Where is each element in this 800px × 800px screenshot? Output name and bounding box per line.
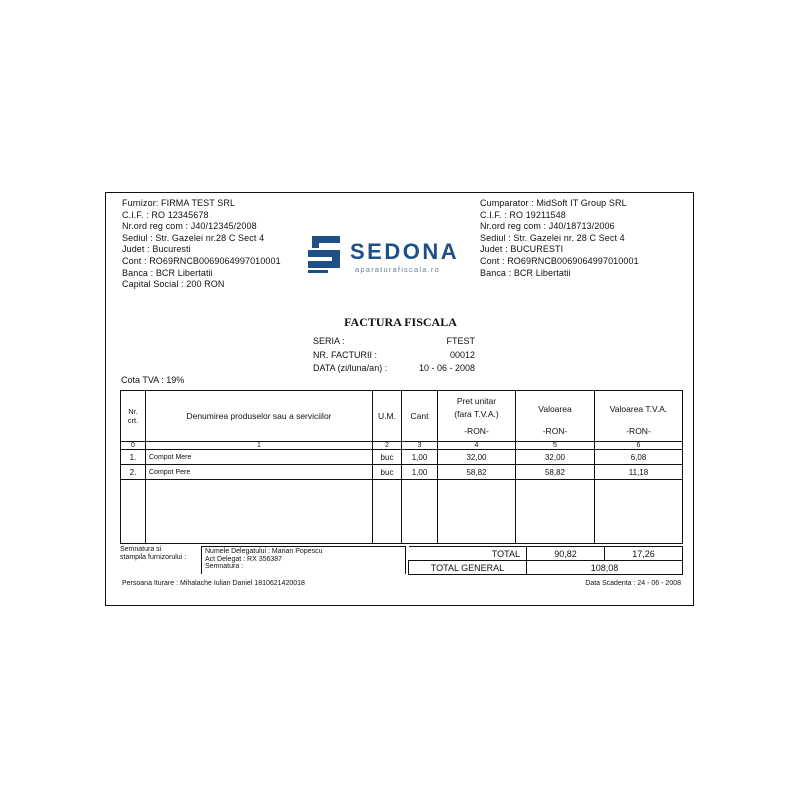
header-name: Denumirea produselor sau a serviciilor <box>146 391 373 442</box>
empty-row <box>121 480 683 544</box>
series-label: SERIA : <box>313 336 345 346</box>
header-value <box>516 391 595 442</box>
table-header-row <box>121 391 683 442</box>
header-price-line1: Pret unitar <box>456 396 497 406</box>
supplier-line: Cont : RO69RNCB0069064997010001 <box>122 255 281 266</box>
buyer-line: C.I.F. : RO 19211548 <box>480 209 566 220</box>
col-number: 4 <box>438 442 516 450</box>
header-price <box>438 391 516 442</box>
row-um: buc <box>373 450 402 465</box>
delegate-name: Numele Delegatului : Marian Popescu <box>205 548 323 555</box>
delegate-signature: Semnatura : <box>205 563 244 570</box>
vat-rate: Cota TVA : 19% <box>121 375 185 385</box>
supplier-line: Capital Social : 200 RON <box>122 279 225 290</box>
buyer-line: Banca : BCR Libertatii <box>480 267 571 278</box>
row-qty: 1,00 <box>402 465 438 480</box>
total-vat: 17,26 <box>605 547 683 561</box>
issuer-info: Persoana Iturare : Mihalache Iulian Daniel 1810621420018 <box>122 580 305 587</box>
col-number: 0 <box>121 442 146 450</box>
header-value-label: Valoarea <box>538 404 572 414</box>
due-date: Data Scadenta : 24 - 06 - 2008 <box>585 580 681 587</box>
delegate-act: Act Delegat : RX 356387 <box>205 555 283 563</box>
sedona-logo-icon <box>304 234 344 274</box>
invoice-number-label: NR. FACTURII : <box>313 350 378 360</box>
header-qty: Cant <box>402 391 438 442</box>
supplier-line: Banca : BCR Libertatii <box>122 267 213 278</box>
supplier-line: Judet : Bucuresti <box>122 244 191 255</box>
row-nr: 2. <box>121 465 146 480</box>
invoice-date-label: DATA (zi/luna/an) : <box>313 363 388 373</box>
column-number-row <box>121 442 683 450</box>
total-value: 90,82 <box>527 547 605 561</box>
supplier-line: Nr.ord reg com : J40/12345/2008 <box>122 221 257 232</box>
stamp-label-line2: stampila furnizorului : <box>120 553 187 561</box>
items-table <box>120 390 683 544</box>
row-price: 58,82 <box>438 465 516 480</box>
sedona-logo <box>304 234 474 278</box>
row-product: Compot Pere <box>146 465 373 480</box>
total-row <box>409 547 683 561</box>
logo-subtitle: aparaturafiscala.ro <box>355 265 440 274</box>
supplier-line: Sediul : Str. Gazelei nr.28 C Sect 4 <box>122 232 265 243</box>
buyer-info <box>480 198 639 279</box>
header-price-line2: (fara T.V.A.) <box>454 409 499 419</box>
row-price: 32,00 <box>438 450 516 465</box>
grand-total-row <box>409 561 683 575</box>
grand-total-value: 108,08 <box>527 561 683 575</box>
supplier-line: C.I.F. : RO 12345678 <box>122 209 209 220</box>
header-vat <box>595 391 683 442</box>
stamp-label-line1: Semnatura si <box>120 546 162 553</box>
buyer-line: Nr.ord reg com : J40/18713/2006 <box>480 221 615 232</box>
row-vat: 6,08 <box>595 450 683 465</box>
invoice-document <box>105 192 694 606</box>
header-price-unit: -RON- <box>464 426 489 436</box>
header-nr: Nr. crt. <box>121 391 146 442</box>
invoice-number-value: 00012 <box>449 350 475 360</box>
header-um: U.M. <box>373 391 402 442</box>
table-row <box>121 465 683 480</box>
totals-table <box>408 546 683 575</box>
supplier-stamp-area <box>120 546 201 574</box>
invoice-title: FACTURA FISCALA <box>344 315 457 329</box>
buyer-line: Cumparator : MidSoft IT Group SRL <box>480 198 627 208</box>
buyer-line: Sediul : Str. Gazelei nr. 28 C Sect 4 <box>480 232 625 243</box>
row-value: 58,82 <box>516 465 595 480</box>
col-number: 6 <box>595 442 683 450</box>
col-number: 3 <box>402 442 438 450</box>
series-value: FTEST <box>446 336 475 346</box>
header-value-unit: -RON- <box>542 426 568 436</box>
total-label: TOTAL <box>409 547 527 561</box>
delegate-area <box>201 546 406 574</box>
col-number: 5 <box>516 442 595 450</box>
header-vat-label: Valoarea T.V.A. <box>609 404 668 414</box>
row-product: Compot Mere <box>146 450 373 465</box>
row-vat: 11,18 <box>595 465 683 480</box>
row-value: 32,00 <box>516 450 595 465</box>
supplier-line: Furnizor: FIRMA TEST SRL <box>122 198 236 208</box>
col-number: 2 <box>373 442 402 450</box>
header-vat-unit: -RON- <box>626 426 651 436</box>
row-qty: 1,00 <box>402 450 438 465</box>
logo-wordmark: SEDONA <box>350 239 460 264</box>
row-um: buc <box>373 465 402 480</box>
grand-total-label: TOTAL GENERAL <box>409 561 527 575</box>
table-row <box>121 450 683 465</box>
col-number: 1 <box>146 442 373 450</box>
buyer-line: Cont : RO69RNCB0069064997010001 <box>480 255 639 266</box>
invoice-date-value: 10 - 06 - 2008 <box>418 363 475 373</box>
supplier-info <box>122 198 281 291</box>
buyer-line: Judet : BUCURESTI <box>480 244 564 255</box>
row-nr: 1. <box>121 450 146 465</box>
